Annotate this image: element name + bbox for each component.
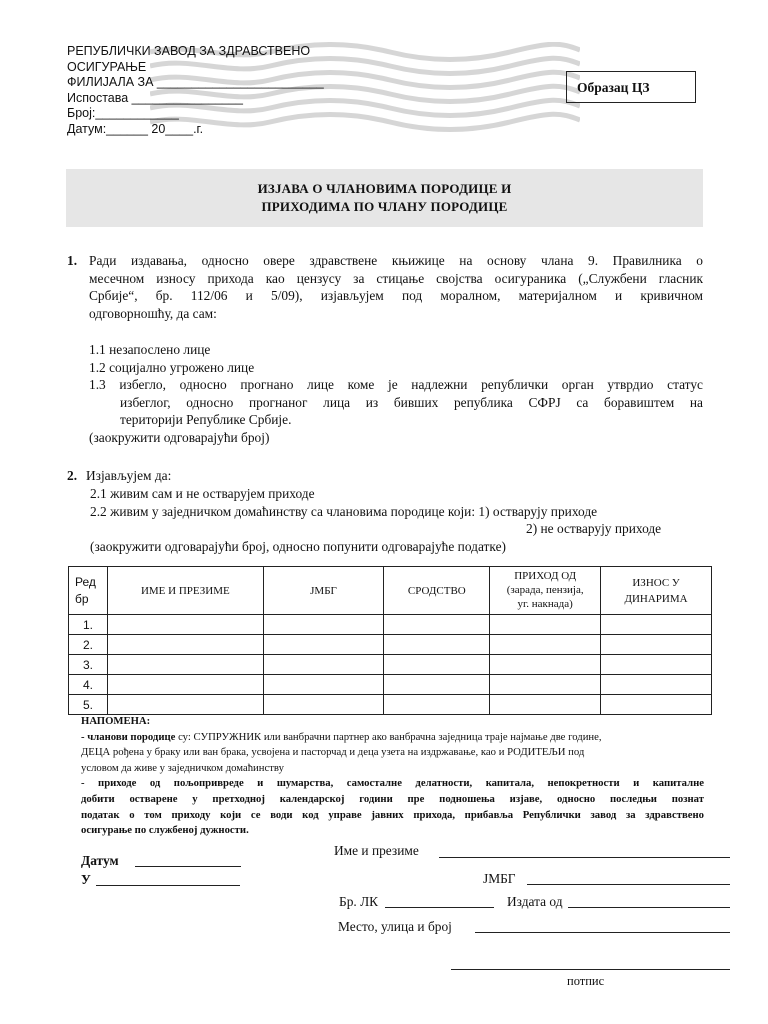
section2-hint: (заокружити одговарајући број, односно попунити одговарајуће податке)	[90, 538, 506, 554]
col-jmbg-header: ЈМБГ	[263, 567, 384, 615]
amount-cell[interactable]	[601, 695, 712, 715]
note-heading: НАПОМЕНА:	[81, 715, 151, 727]
col-number-header: Ред бр	[69, 567, 108, 615]
section2-number: 2.	[67, 468, 78, 483]
document-title	[66, 169, 703, 227]
col-name-header: ИМЕ И ПРЕЗИМЕ	[107, 567, 263, 615]
amount-cell[interactable]	[601, 655, 712, 675]
jmbg-line[interactable]	[527, 884, 730, 885]
title-line1: ИЗЈАВА О ЧЛАНОВИМА ПОРОДИЦЕ И	[257, 181, 512, 196]
option-1-2[interactable]: 1.2 социјално угрожено лице	[89, 359, 255, 375]
jmbg-cell[interactable]	[263, 675, 384, 695]
date-label: Датум	[81, 853, 119, 868]
row-number: 3.	[69, 655, 108, 675]
family-members-table	[68, 566, 712, 715]
form-code-box: Образац ЦЗ	[566, 71, 696, 103]
date-line[interactable]	[135, 866, 241, 867]
jmbg-cell[interactable]	[263, 635, 384, 655]
section2-intro: Изјављујем да:	[86, 468, 172, 483]
amount-cell[interactable]	[601, 635, 712, 655]
row-number: 5.	[69, 695, 108, 715]
section1-hint: (заокружити одговарајући број)	[89, 429, 270, 445]
name-cell[interactable]	[107, 615, 263, 635]
branch-field[interactable]: ФИЛИЈАЛА ЗА ________________________	[67, 75, 324, 89]
table-row	[69, 615, 712, 635]
name-cell[interactable]	[107, 635, 263, 655]
org-name-line2: ОСИГУРАЊЕ	[67, 59, 147, 74]
name-line[interactable]	[439, 857, 730, 858]
section1-number: 1.	[67, 253, 78, 268]
income-cell[interactable]	[490, 635, 601, 655]
signature-line[interactable]	[451, 969, 730, 970]
section1-options: 1.1 незапослено лице 1.2 социјално угрожено лице 1.3 избегло, односно прогнано лице коме је надлежни републички орган утврдио статус избеглог, односно прогнаног лица из бивших република СФРЈ са боравиштем на територији Републике Србије. (заокружити одговарајући број)	[89, 342, 703, 445]
option-2-1[interactable]: 2.1 живим сам и не остварујем приходе	[90, 486, 315, 501]
table-row	[69, 635, 712, 655]
jmbg-label: ЈМБГ	[483, 871, 516, 886]
place-label: У	[81, 872, 91, 887]
org-name-line1: РЕПУБЛИЧКИ ЗАВОД ЗА ЗДРАВСТВЕНО	[67, 44, 311, 58]
section1-text: Ради издавања, односно овере здравствене књижице на основу члана 9. Правилника о месечном износу прихода као цензусу за стицање својства осигураника („Службени гласник Србије“, бр. 112/06 и 5/09), изјављујем под моралном, материјалном и кривичном одговорношћу, да сам:	[89, 253, 703, 321]
name-cell[interactable]	[107, 675, 263, 695]
col-income-header: ПРИХОД ОД (зарада, пензија, уг. накнада)	[490, 567, 601, 615]
col-relation-header: СРОДСТВО	[384, 567, 490, 615]
income-cell[interactable]	[490, 695, 601, 715]
row-number: 1.	[69, 615, 108, 635]
amount-cell[interactable]	[601, 675, 712, 695]
jmbg-cell[interactable]	[263, 615, 384, 635]
relation-cell[interactable]	[384, 675, 490, 695]
relation-cell[interactable]	[384, 655, 490, 675]
name-cell[interactable]	[107, 655, 263, 675]
address-label: Место, улица и број	[338, 919, 452, 934]
relation-cell[interactable]	[384, 615, 490, 635]
number-field[interactable]: Број:____________	[67, 106, 179, 120]
income-cell[interactable]	[490, 655, 601, 675]
name-label: Име и презиме	[334, 843, 419, 858]
row-number: 2.	[69, 635, 108, 655]
option-1-1[interactable]: 1.1 незапослено лице	[89, 342, 211, 357]
table-row	[69, 675, 712, 695]
option-2-2-b[interactable]: 2) не остварују приходе	[526, 521, 662, 537]
address-line[interactable]	[475, 932, 730, 933]
id-card-line[interactable]	[385, 907, 494, 908]
name-cell[interactable]	[107, 695, 263, 715]
table-row	[69, 655, 712, 675]
id-card-label: Бр. ЛК	[339, 894, 379, 909]
title-line2: ПРИХОДИМА ПО ЧЛАНУ ПОРОДИЦЕ	[261, 199, 508, 214]
income-cell[interactable]	[490, 675, 601, 695]
jmbg-cell[interactable]	[263, 695, 384, 715]
jmbg-cell[interactable]	[263, 655, 384, 675]
option-1-3[interactable]: 1.3 избегло, односно прогнано лице коме је надлежни републички орган утврдио статус	[89, 377, 703, 393]
row-number: 4.	[69, 675, 108, 695]
issued-by-label: Издата од	[507, 894, 563, 909]
issuer-header	[67, 44, 367, 137]
income-cell[interactable]	[490, 615, 601, 635]
place-line[interactable]	[96, 885, 240, 886]
col-amount-header: ИЗНОС У ДИНАРИМА	[601, 567, 712, 615]
office-field[interactable]: Испостава ________________	[67, 90, 243, 105]
amount-cell[interactable]	[601, 615, 712, 635]
signature-label: потпис	[567, 974, 605, 988]
note-section: НАПОМЕНА: - чланови породице су: СУПРУЖНИК или ванбрачни партнер ако ванбрачна заједница траје најмање две године, ДЕЦА рођена у браку или ван брака, усвојена и пасторчад и деца узета на издржавање, као и РОДИТЕЉИ под условом да живе у заједничком домаћинству - приходе од пољопривреде и шумарства, самосталне делатности, капитала, непокретности и капиталне добити остварене у претходној календарској години пре подношења изјаве, односно последњи познат податак о том приходу који се води код управе јавних прихода, прибавља Републички завод за здравствено осигурање по службеној дужности.	[81, 715, 704, 837]
table-header-row	[69, 567, 712, 615]
issued-by-line[interactable]	[568, 907, 730, 908]
table-row	[69, 695, 712, 715]
date-field[interactable]: Датум:______ 20____.г.	[67, 121, 204, 136]
relation-cell[interactable]	[384, 635, 490, 655]
relation-cell[interactable]	[384, 695, 490, 715]
option-2-2[interactable]: 2.2 живим у заједничком домаћинству са члановима породице који: 1) остварују приходе	[90, 503, 598, 519]
section2-options	[90, 485, 705, 555]
